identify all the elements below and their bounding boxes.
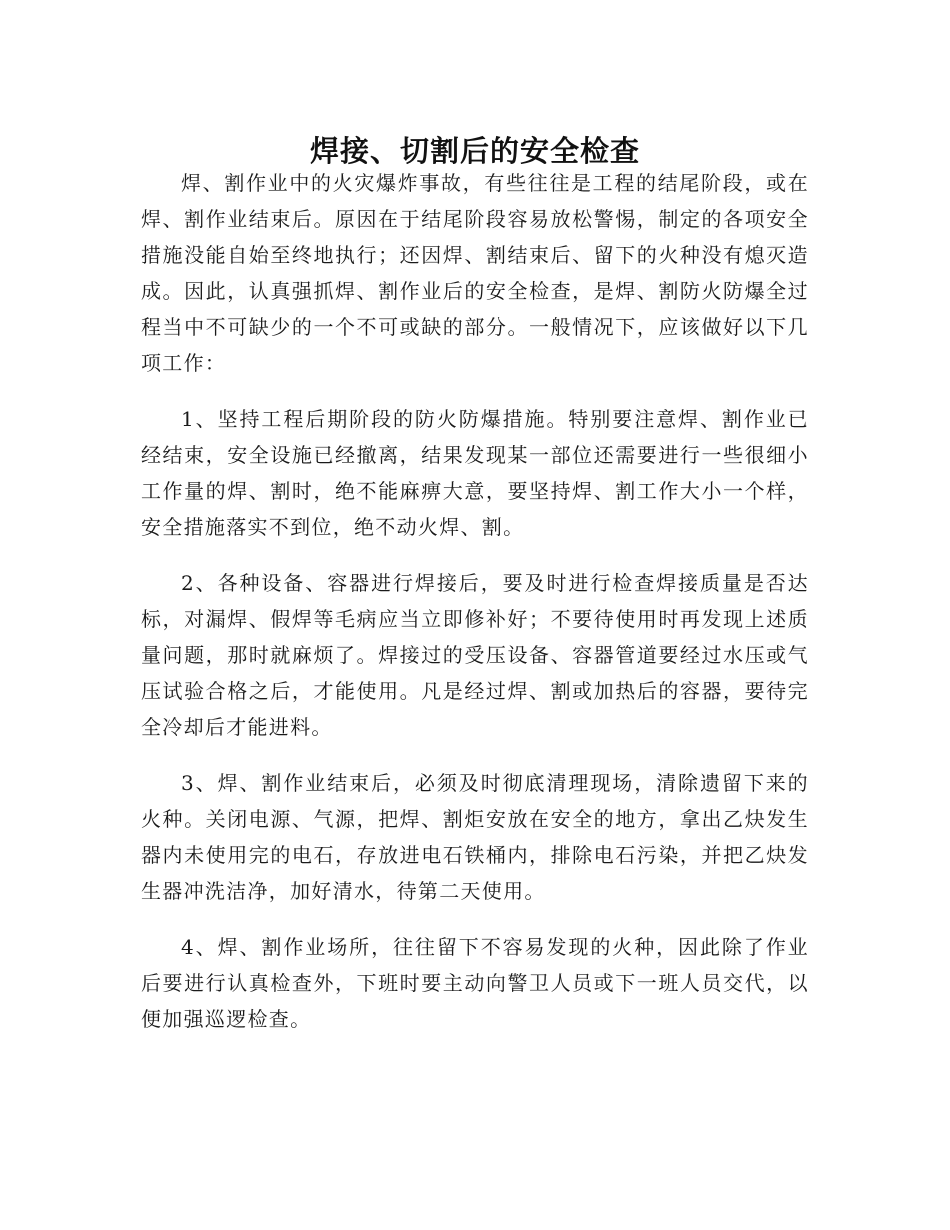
item-paragraph-1: 1、坚持工程后期阶段的防火防爆措施。特别要注意焊、割作业已经结束，安全设施已经撤离，结果发现某一部位还需要进行一些很细小工作量的焊、割时，绝不能麻痹大意，要坚持焊、割工作大小一个样，安全措施落实不到位，绝不动火焊、割。 <box>141 407 809 539</box>
document-title: 焊接、切割后的安全检查 <box>309 134 640 169</box>
item-paragraph-3: 3、焊、割作业结束后，必须及时彻底清理现场，清除遗留下来的火种。关闭电源、气源，把焊、割炬安放在安全的地方，拿出乙炔发生器内未使用完的电石，存放进电石铁桶内，排除电石污染，并把乙炔发生器冲洗洁净，加好清水，待第二天使用。 <box>141 771 809 903</box>
intro-paragraph: 焊、割作业中的火灾爆炸事故，有些往往是工程的结尾阶段，或在焊、割作业结束后。原因在于结尾阶段容易放松警惕，制定的各项安全措施没能自始至终地执行；还因焊、割结束后、留下的火种没有熄灭造成。因此，认真强抓焊、割作业后的安全检查，是焊、割防火防爆全过程当中不可缺少的一个不可或缺的部分。一般情况下，应该做好以下几项工作： <box>141 171 809 375</box>
item-paragraph-4: 4、焊、割作业场所，往往留下不容易发现的火种，因此除了作业后要进行认真检查外，下班时要主动向警卫人员或下一班人员交代，以便加强巡逻检查。 <box>141 935 809 1031</box>
document-body <box>141 165 809 1057</box>
item-paragraph-2: 2、各种设备、容器进行焊接后，要及时进行检查焊接质量是否达标，对漏焊、假焊等毛病应当立即修补好；不要待使用时再发现上述质量问题，那时就麻烦了。焊接过的受压设备、容器管道要经过水压或气压试验合格之后，才能使用。凡是经过焊、割或加热后的容器，要待完全冷却后才能进料。 <box>141 571 809 739</box>
